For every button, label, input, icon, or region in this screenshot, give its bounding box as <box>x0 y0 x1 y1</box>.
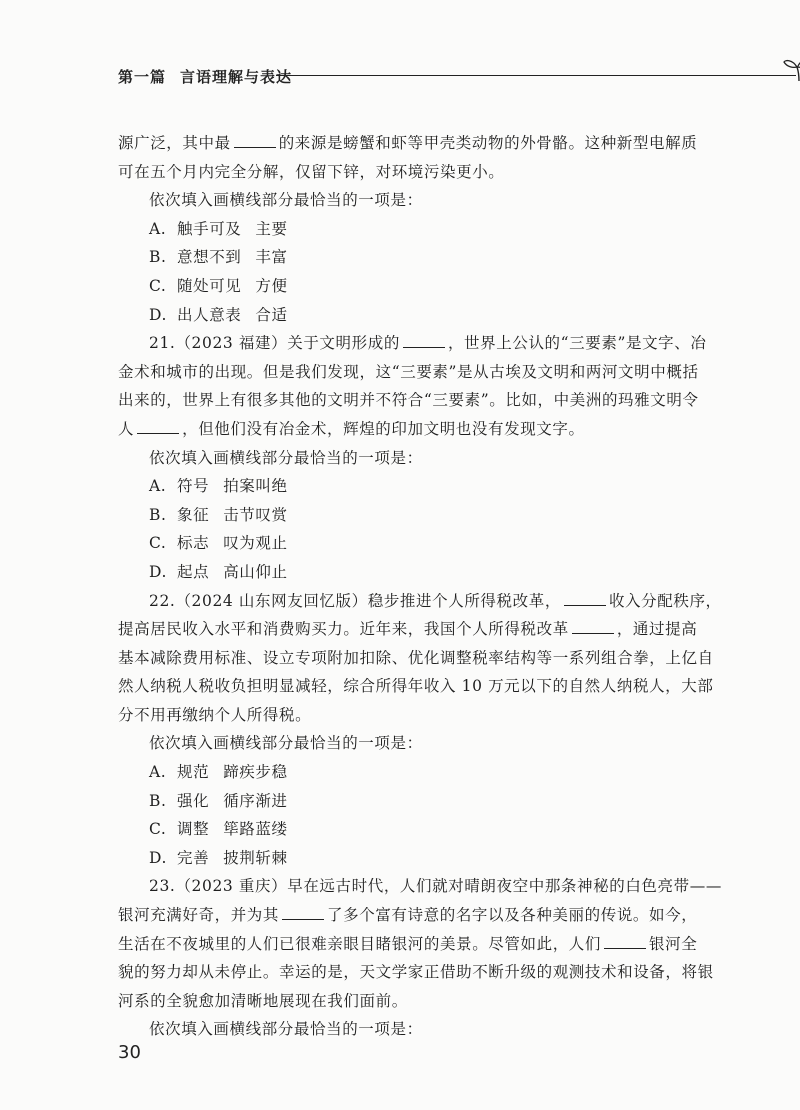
text-line: 银河充满好奇，并为其 了多个富有诗意的名字以及各种美丽的传说。如今， <box>118 901 684 930</box>
header-title: 言语理解与表达 <box>180 68 293 86</box>
text-line: 貌的努力却从未停止。幸运的是，天文学家正借助不断升级的观测技术和设备，将银 <box>118 963 714 982</box>
option-a: A. 触手可及 主要 <box>149 219 288 238</box>
text-line: 然人纳税人税收负担明显减轻，综合所得年收入 10 万元以下的自然人纳税人，大部 <box>118 677 714 696</box>
option-c: C. 标志 叹为观止 <box>149 534 288 553</box>
header-part: 第一篇 <box>118 68 167 86</box>
text-line: 金术和城市的出现。但是我们发现，这“三要素”是从古埃及文明和两河文明中概括 <box>118 362 699 381</box>
question-prompt: 依次填入画横线部分最恰当的一项是： <box>149 448 423 467</box>
fill-blank <box>137 416 179 434</box>
question-prompt: 依次填入画横线部分最恰当的一项是： <box>149 191 423 210</box>
option-d: D. 出人意表 合适 <box>149 305 288 324</box>
text-line: 人 ，但他们没有冶金术，辉煌的印加文明也没有发现文字。 <box>118 415 684 444</box>
option-c: C. 随处可见 方便 <box>149 276 288 295</box>
question-prompt: 依次填入画横线部分最恰当的一项是： <box>149 734 423 753</box>
option-c: C. 调整 筚路蓝缕 <box>149 820 288 839</box>
option-a: A. 规范 蹄疾步稳 <box>149 763 288 782</box>
text-line: 分不用再缴纳个人所得税。 <box>118 705 312 724</box>
option-b: B. 象征 击节叹赏 <box>149 505 288 524</box>
text-line: 河系的全貌愈加清晰地展现在我们面前。 <box>118 991 408 1010</box>
fill-blank <box>234 130 276 148</box>
question-21: 21.（2023 福建）关于文明形成的 ，世界上公认的“三要素”是文字、冶 <box>118 329 684 358</box>
question-23: 23.（2023 重庆）早在远古时代，人们就对晴朗夜空中那条神秘的白色亮带—— <box>149 877 722 896</box>
body-text <box>118 129 722 1044</box>
text-line: 源广泛，其中最 的来源是螃蟹和虾等甲壳类动物的外骨骼。这种新型电解质 <box>118 129 684 158</box>
question-prompt: 依次填入画横线部分最恰当的一项是： <box>149 1020 423 1039</box>
question-22: 22.（2024 山东网友回忆版）稳步推进个人所得税改革， 收入分配秩序， <box>118 587 684 616</box>
fill-blank <box>604 931 646 949</box>
running-header <box>118 56 698 96</box>
option-d: D. 起点 高山仰止 <box>149 562 288 581</box>
text-line: 可在五个月内完全分解，仅留下锌，对环境污染更小。 <box>118 162 505 181</box>
option-d: D. 完善 披荆斩棘 <box>149 848 288 867</box>
text-line: 基本减除费用标准、设立专项附加扣除、优化调整税率结构等一系列组合拳，上亿自 <box>118 648 714 667</box>
text-line: 生活在不夜城里的人们已很难亲眼目睹银河的美景。尽管如此，人们 银河全 <box>118 930 684 959</box>
page-number: 30 <box>118 1042 141 1063</box>
option-a: A. 符号 拍案叫绝 <box>149 477 288 496</box>
header-rule <box>276 75 796 76</box>
text-line: 出来的，世界上有很多其他的文明并不符合“三要素”。比如，中美洲的玛雅文明令 <box>118 391 699 410</box>
sprout-icon <box>782 56 800 82</box>
fill-blank <box>572 616 614 634</box>
option-b: B. 强化 循序渐进 <box>149 791 288 810</box>
header-text <box>118 66 292 87</box>
option-b: B. 意想不到 丰富 <box>149 248 288 267</box>
fill-blank <box>282 902 324 920</box>
text-line: 提高居民收入水平和消费购买力。近年来，我国个人所得税改革 ，通过提高 <box>118 615 684 644</box>
fill-blank <box>403 330 445 348</box>
fill-blank <box>564 588 606 606</box>
